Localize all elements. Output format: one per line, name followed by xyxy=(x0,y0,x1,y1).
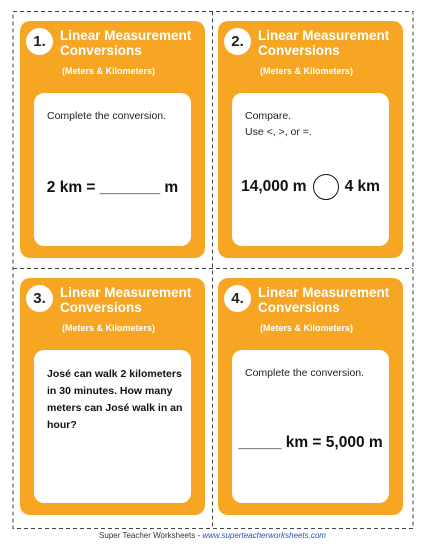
card-number-badge: 1. xyxy=(26,28,53,55)
instruction-text: Complete the conversion. xyxy=(47,110,167,122)
task-card-3 xyxy=(20,278,205,515)
left-value: 14,000 m xyxy=(241,178,307,196)
right-value: 4 km xyxy=(344,178,380,196)
comparison-row xyxy=(232,174,389,200)
card-question-panel xyxy=(232,350,389,503)
card-subtitle: (Meters & Kilometers) xyxy=(62,66,156,76)
card-number-badge: 2. xyxy=(224,28,251,55)
task-card-4 xyxy=(218,278,403,515)
instruction-line-2: Use <, >, or =. xyxy=(245,126,312,138)
card-title: Linear Measurement Conversions xyxy=(258,28,390,58)
card-subtitle: (Meters & Kilometers) xyxy=(260,66,354,76)
instruction-text: Complete the conversion. xyxy=(245,367,365,379)
card-number-badge: 3. xyxy=(26,285,53,312)
task-card-1 xyxy=(20,21,205,258)
footer-link[interactable]: www.superteacherworksheets.com xyxy=(202,531,326,540)
card-title: Linear Measurement Conversions xyxy=(258,285,390,315)
page-footer xyxy=(0,531,425,540)
instruction-text xyxy=(245,108,312,140)
card-question-panel xyxy=(232,93,389,246)
card-question-panel xyxy=(34,350,191,503)
conversion-equation: _____ km = 5,000 m xyxy=(238,434,383,451)
card-number-badge: 4. xyxy=(224,285,251,312)
footer-brand: Super Teacher Worksheets - xyxy=(99,531,203,540)
conversion-equation: 2 km = _______ m xyxy=(46,179,179,196)
card-title: Linear Measurement Conversions xyxy=(60,28,192,58)
card-subtitle: (Meters & Kilometers) xyxy=(260,323,354,333)
card-title: Linear Measurement Conversions xyxy=(60,285,192,315)
card-subtitle: (Meters & Kilometers) xyxy=(62,323,156,333)
task-card-2 xyxy=(218,21,403,258)
card-question-panel xyxy=(34,93,191,246)
comparison-circle[interactable] xyxy=(313,174,339,200)
word-problem-text: José can walk 2 kilometers in 30 minutes. How many meters can José walk in an hour? xyxy=(47,368,183,431)
instruction-line-1: Compare. xyxy=(245,110,292,122)
